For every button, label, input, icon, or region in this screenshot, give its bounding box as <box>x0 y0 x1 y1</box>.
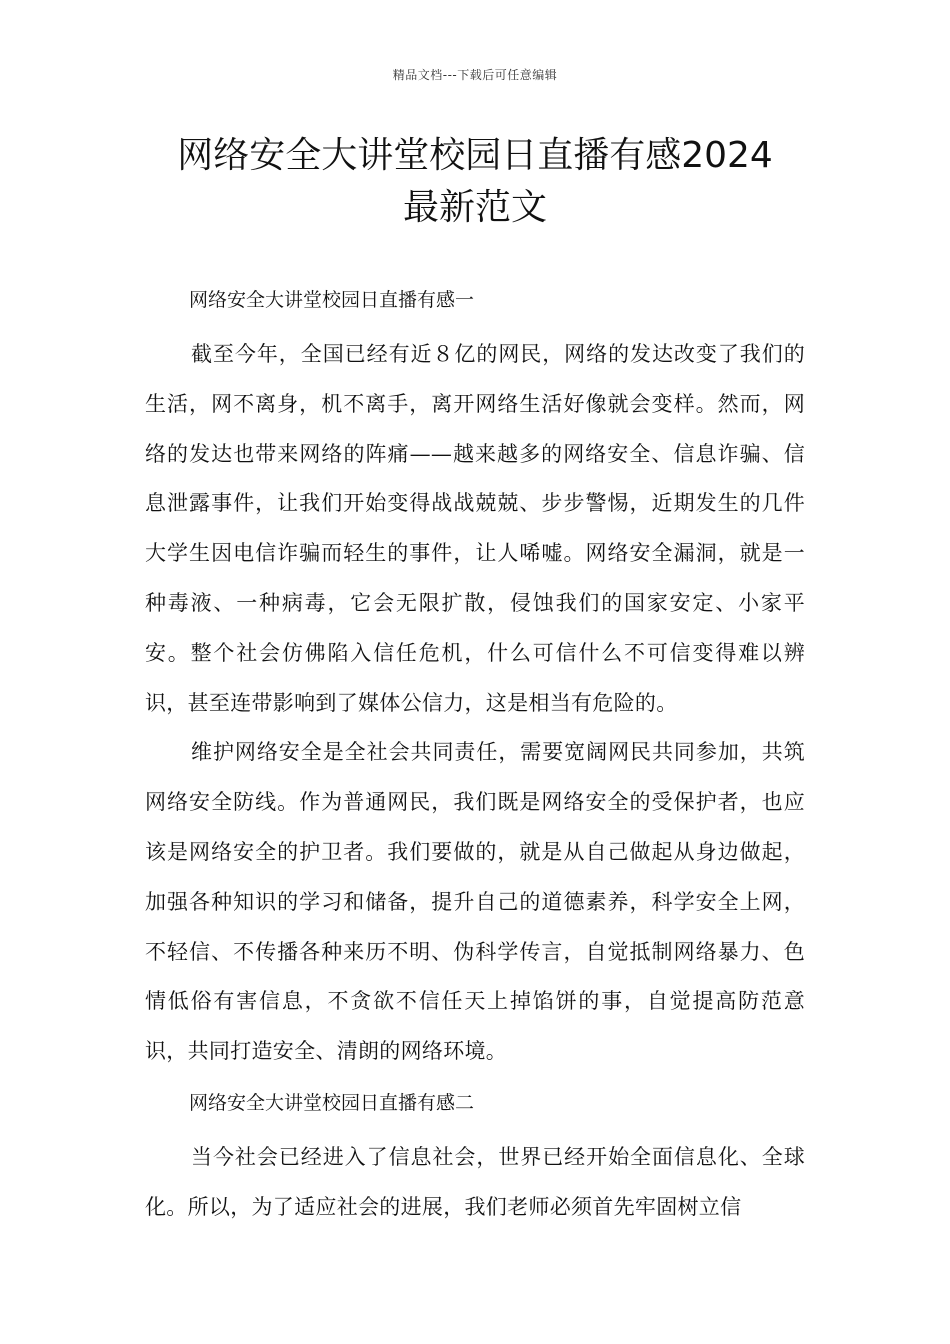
section-heading-2: 网络安全大讲堂校园日直播有感二 <box>189 1091 475 1114</box>
document-title <box>140 130 810 234</box>
title-line-1: 网络安全大讲堂校园日直播有感2024 <box>177 135 773 176</box>
paragraph-1-2: 维护网络安全是全社会共同责任，需要宽阔网民共同参加，共筑网络安全防线。作为普通网民，我们既是网络安全的受保护者，也应该是网络安全的护卫者。我们要做的，就是从自己做起从身边做起，加强各种知识的学习和储备，提升自己的道德素养，科学安全上网，不轻信、不传播各种来历不明、伪科学传言，自觉抵制网络暴力、色情低俗有害信息，不贪欲不信任天上掉馅饼的事，自觉提高防范意识，共同打造安全、清朗的网络环境。 <box>145 740 805 1064</box>
page-header: 精品文档---下载后可任意编辑 <box>392 68 558 82</box>
section-heading-1: 网络安全大讲堂校园日直播有感一 <box>189 289 475 311</box>
paragraph-1-1: 截至今年，全国已经有近８亿的网民，网络的发达改变了我们的生活，网不离身，机不离手，离开网络生活好像就会变样。然而，网络的发达也带来网络的阵痛——越来越多的网络安全、信息诈骗、信息泄露事件，让我们开始变得战战兢兢、步步警惕，近期发生的几件大学生因电信诈骗而轻生的事件，让人唏嘘。网络安全漏洞，就是一种毒液、一种病毒，它会无限扩散，侵蚀我们的国家安定、小家平安。整个社会仿佛陷入信任危机，什么可信什么不可信变得难以辨识，甚至连带影响到了媒体公信力，这是相当有危险的。 <box>145 342 805 715</box>
title-line-2: 最新范文 <box>402 187 547 228</box>
paragraph-2-1: 当今社会已经进入了信息社会，世界已经开始全面信息化、全球化。所以，为了适应社会的进展，我们老师必须首先牢固树立信 <box>145 1144 805 1219</box>
document-body <box>145 280 805 1233</box>
